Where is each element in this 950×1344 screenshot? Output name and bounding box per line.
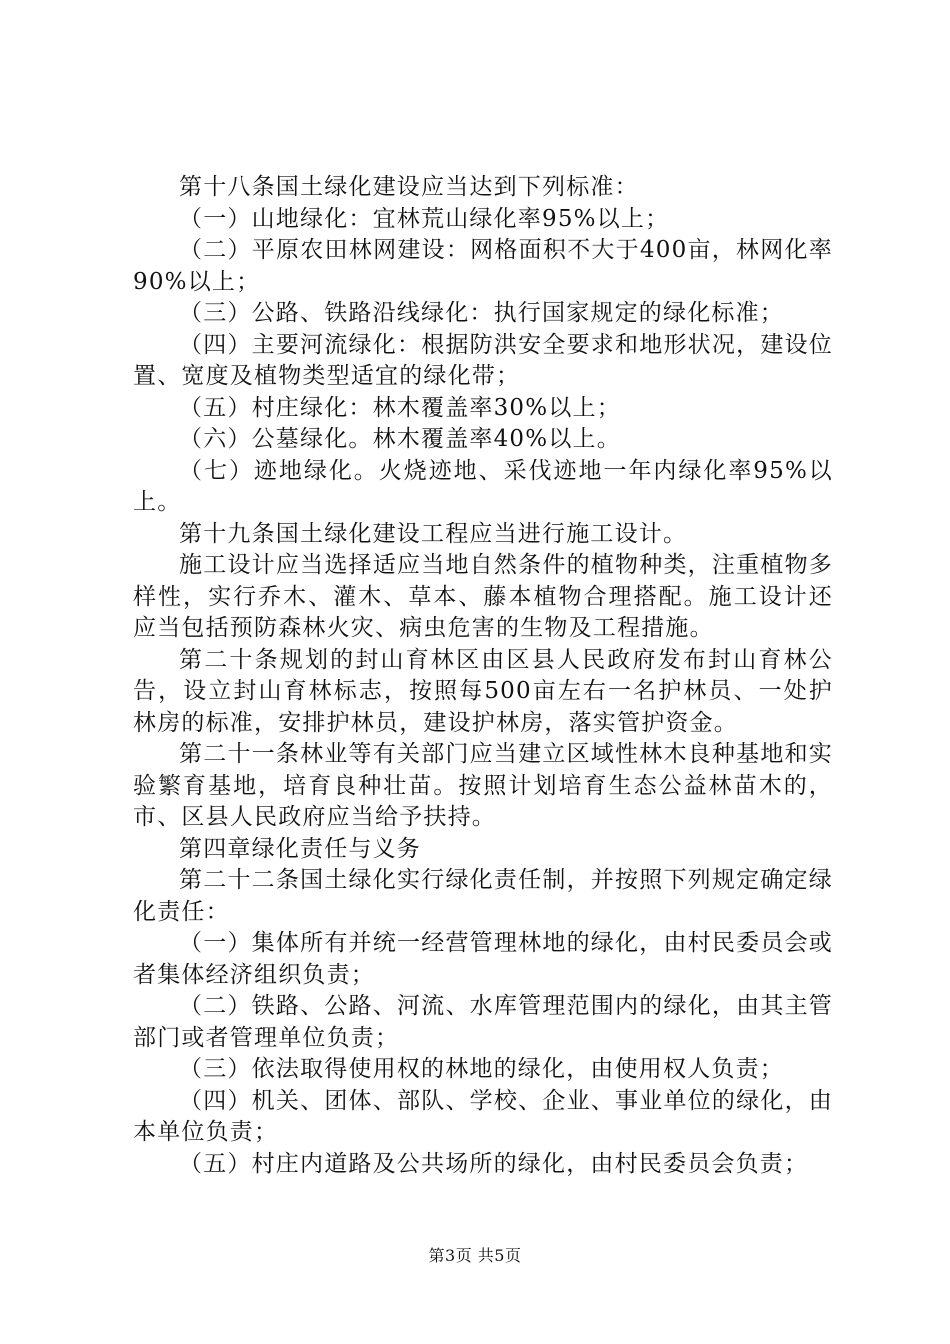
article-18-item-7: （七）迹地绿化。火烧迹地、采伐迹地一年内绿化率95%以上。 — [133, 457, 833, 515]
article-18-item-3: （三）公路、铁路沿线绿化：执行国家规定的绿化标准； — [179, 300, 784, 326]
article-20-paragraph: 第二十条规划的封山育林区由区县人民政府发布封山育林公告，设立封山育林标志，按照每500亩左右一名护林员、一处护林房的标准，安排护林员，建设护林房，落实管护资金。 — [133, 646, 833, 736]
document-body — [133, 172, 833, 1180]
article-19-paragraph: 施工设计应当选择适应当地自然条件的植物种类，注重植物多样性，实行乔木、灌木、草本、藤本植物合理搭配。施工设计还应当包括预防森林火灾、病虫危害的生物及工程措施。 — [133, 552, 833, 641]
chapter-4-heading: 第四章绿化责任与义务 — [179, 835, 421, 862]
article-18-item-2: （二）平原农田林网建设：网格面积不大于400亩，林网化率90%以上； — [133, 237, 833, 295]
page-number-footer: 第3页 共5页 — [428, 1246, 522, 1265]
article-18-item-6: （六）公墓绿化。林木覆盖率40%以上。 — [179, 426, 621, 452]
article-22-item-5: （五）村庄内道路及公共场所的绿化，由村民委员会负责； — [179, 1150, 809, 1177]
article-18-item-5: （五）村庄绿化：林木覆盖率30%以上； — [179, 394, 621, 421]
article-22-heading: 第二十二条国土绿化实行绿化责任制，并按照下列规定确定绿化责任： — [133, 867, 833, 925]
article-18-item-4: （四）主要河流绿化：根据防洪安全要求和地形状况，建设位置、宽度及植物类型适宜的绿化带； — [133, 331, 833, 389]
article-19-heading: 第十九条国土绿化建设工程应当进行施工设计。 — [179, 520, 688, 547]
article-18-heading: 第十八条国土绿化建设应当达到下列标准： — [179, 174, 639, 200]
article-22-item-1: （一）集体所有并统一经营管理林地的绿化，由村民委员会或者集体经济组织负责； — [133, 930, 833, 988]
article-22-item-2: （二）铁路、公路、河流、水库管理范围内的绿化，由其主管部门或者管理单位负责； — [133, 993, 833, 1051]
article-22-item-3: （三）依法取得使用权的林地的绿化，由使用权人负责； — [179, 1056, 784, 1082]
article-22-item-4: （四）机关、团体、部队、学校、企业、事业单位的绿化，由本单位负责； — [133, 1087, 833, 1145]
article-18-item-1: （一）山地绿化：宜林荒山绿化率95%以上； — [179, 205, 670, 232]
article-21-paragraph: 第二十一条林业等有关部门应当建立区域性林木良种基地和实验繁育基地，培育良种壮苗。按照计划培育生态公益林苗木的，市、区县人民政府应当给予扶持。 — [133, 741, 833, 830]
